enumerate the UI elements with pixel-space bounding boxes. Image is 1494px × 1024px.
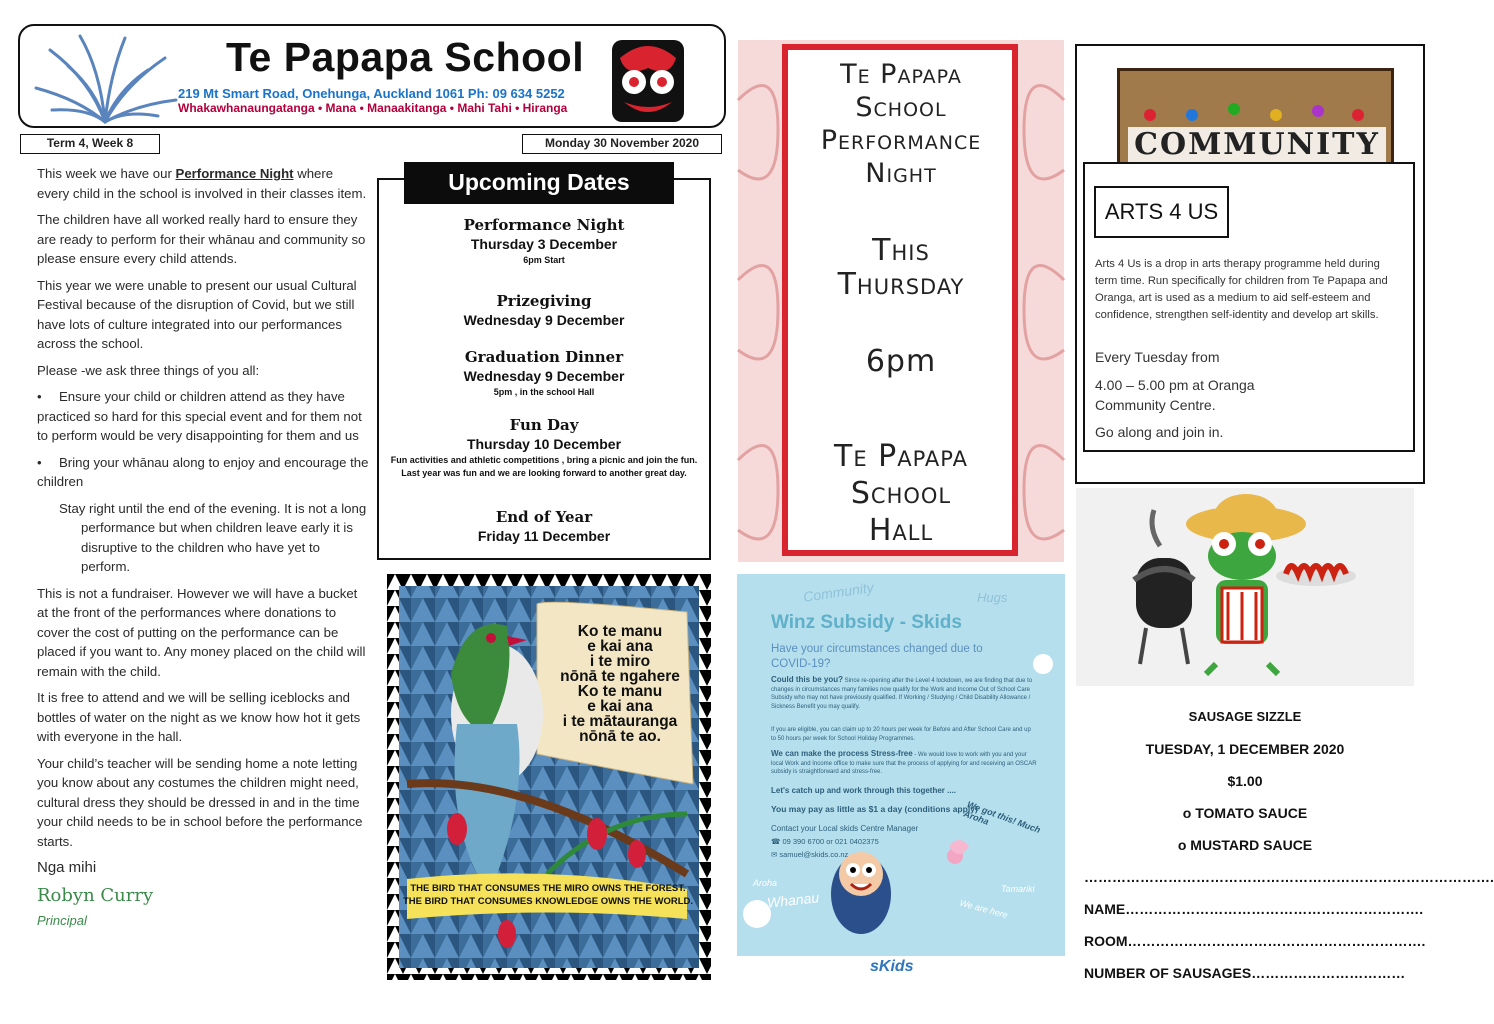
letter-paragraph: Your child’s teacher will be sending home a note letting you know about any costumes the children might need, cultural dress they should be dressed in and in the time your child needs to be in school before the performance starts. [37,755,363,849]
skids-price-note: You may pay as little as $1 a day (conditions apply) [771,804,978,814]
skids-word-tamariki: Tamariki [1001,884,1035,894]
skids-word-hugs: Hugs [977,590,1008,605]
letter-bullet: Stay right until the end of the evening. It is not a long performance but when children leave early it is disruptive to the children who have yet to perform. [59,500,367,574]
whakatauki-line: i te mātauranga [562,713,678,730]
poster-where-line: Hall [868,513,934,548]
event-prizegiving [380,292,708,328]
poster-title-line: Te Papapa [840,59,962,90]
skids-word-we-are-here: We are here [958,897,1009,921]
performance-night-link: Performance Night [175,166,294,181]
letter-bullet [37,453,369,492]
whakatauki-line: e kai ana [587,638,653,655]
whakatauki-line: nōnā te ngahere [560,668,680,685]
frog-bbq-icon [1076,488,1414,686]
maori-emblem-icon [610,38,686,124]
skids-text: We would love to work with you and your local Work and Income office to make sure that the process of applying for and receiving an OSCAR subsidy is straightforward and stress-free. [771,752,1037,775]
skids-flyer [737,574,1065,956]
skids-we-got-this: We got this! Much Aroha [962,799,1042,836]
bullet-icon: • [37,389,42,404]
mustard-sauce-option[interactable]: o MUSTARD SAUCE [1177,837,1313,853]
skids-phone-number: 09 390 6700 or 021 0402375 [782,837,879,846]
event-date: Wednesday 9 December [463,312,625,328]
arts-4-us-label: ARTS 4 US [1094,186,1229,238]
skids-heading: Could this be you? [771,675,843,684]
letter-text: where every child in the school is involved in their classes item. [37,166,367,201]
letter-paragraph: It is free to attend and we will be selling iceblocks and bottles of water on the night as we know how hot it gets with everyone in the hall. [37,690,361,744]
whakatauki-line: Ko te manu [577,683,663,700]
skids-heading: We can make the process Stress-free [771,749,913,758]
event-date: Thursday 10 December [466,436,622,452]
principal-signature: Robyn Curry [37,884,154,906]
arts-4-us-invite: Go along and join in. [1095,424,1224,440]
principal-letter [37,164,369,931]
issue-date-label: Monday 30 November 2020 [522,134,722,154]
whakatauki-line: e kai ana [587,698,653,715]
skids-text: Since re-opening after the Level 4 lockdown, we are finding that due to changes in circumstances many families now qualify for the Work and Income Out of School Care Subsidy who may not have previously qualified. If Working / Studying / Child Disability Allowance / Sickness Benefit you may qualify. [771,678,1033,710]
letter-paragraph: The children have all worked really hard to ensure they are ready to perform for their whānau and community so please ensure every child attends. [37,212,366,266]
poster-title-line: Performance [820,125,982,156]
flax-logo-icon [30,30,180,126]
whakatauki-line: nōnā te ao. [579,728,661,745]
skids-phone [771,837,879,846]
whakatauki-line: Ko te manu [577,623,663,640]
poster-when-line: Thursday [837,267,965,302]
event-performance-night [380,216,708,267]
email-icon: ✉ [771,850,780,859]
sausage-sizzle-date: TUESDAY, 1 DECEMBER 2020 [1145,741,1345,757]
frog-bbq-illustration [1076,488,1414,686]
community-word: COMMUNITY [1128,127,1386,162]
skids-email-address: samuel@skids.co.nz [779,850,849,859]
room-field[interactable]: ROOM………………………………………………………. [1084,933,1426,949]
term-week-label: Term 4, Week 8 [20,134,160,154]
letter-paragraph: This year we were unable to present our usual Cultural Festival because of the disruption of Covid, but we still have lots of culture integrated into our performances across the school. [37,277,357,351]
arts-4-us-venue: Community Centre. [1095,397,1216,413]
event-fun-day [380,416,708,480]
event-name: Prizegiving [496,292,592,310]
whakatauki-line: i te miro [589,653,651,670]
letter-greeting: Nga mihi [37,859,97,876]
poster-where-line: School [850,476,952,511]
letter-paragraph: This is not a fundraiser. However we will have a bucket at the front of the performances where donations to cover the cost of putting on the performance can be placed if you want to. Any money placed on the child will remain with the child. [37,585,366,679]
event-note: 6pm Start [523,255,565,265]
kereru-english-translation: THE BIRD THAT CONSUMES THE MIRO OWNS THE FOREST. THE BIRD THAT CONSUMES KNOWLEDGE OWNS THE WORLD. [402,883,694,907]
phone-icon: ☎ [771,837,783,846]
name-field[interactable]: NAME………………………………………………………. [1084,901,1424,917]
event-name: Fun Day [509,416,579,434]
skids-word-aroha: Aroha [753,878,778,888]
skids-contact: Contact your Local skids Centre Manager [771,824,919,833]
event-name: Performance Night [463,216,625,234]
bullet-text: Bring your whānau along to enjoy and encourage the children [37,454,369,489]
event-graduation-dinner [380,348,708,399]
event-name: Graduation Dinner [464,348,624,366]
arts-4-us-time: 4.00 – 5.00 pm at Oranga [1095,377,1255,393]
school-values: Whakawhanaungatanga • Mana • Manaakitanga • Mahi Tahi • Hiranga [178,101,568,115]
poster-when [788,234,1014,302]
event-note: Fun activities and athletic competitions , bring a picnic and join the fun. Last year was fun and we are looking forward to another great day. [390,455,698,478]
letter-paragraph [37,164,369,203]
letter-paragraph: Please -we ask three things of you all: [37,362,260,378]
sausage-sizzle-title: SAUSAGE SIZZLE [1188,709,1302,724]
skids-logo: sKids [870,958,914,975]
letter-bullet [37,387,369,446]
upcoming-dates-title: Upcoming Dates [404,162,674,204]
kereru-whakatauki [540,624,700,744]
skids-word-community: Community [802,579,875,605]
poster-title-line: Night [865,158,937,189]
letter-text: This week we have our [37,166,176,181]
school-address: 219 Mt Smart Road, Onehunga, Auckland 1061 Ph: 09 634 5252 [178,86,565,101]
blank-form-line[interactable]: ……………………………………………………………………………. [1084,869,1494,885]
principal-role: Principal [37,913,87,928]
poster-title [788,58,1014,190]
poster-where-line: Te Papapa [834,439,968,474]
event-date: Thursday 3 December [470,236,618,252]
tomato-sauce-option[interactable]: o TOMATO SAUCE [1182,805,1308,821]
arts-4-us-description: Arts 4 Us is a drop in arts therapy programme held during term time. Run specifically for children from Te Papapa and Oranga, art is used as a medium to aid self-esteem and confidence, strengthen self-identity and develop art skills. [1095,258,1388,321]
event-note: 5pm , in the school Hall [493,387,595,397]
event-name: End of Year [495,508,593,526]
skids-paragraph-3: We can make the process Stress-free - We would love to work with you and your local Work and Income office to make sure that the process of applying for and receiving an OSCAR subsidy is straightforward and stress-free. [771,749,1037,775]
event-date: Wednesday 9 December [463,368,625,384]
poster-time: 6pm [865,344,937,379]
school-name: Te Papapa School [226,34,585,80]
bullet-icon: • [37,454,42,470]
sausage-sizzle-price: $1.00 [1227,773,1263,789]
skids-word-whanau: Whanau [766,889,820,911]
poster-where [788,438,1014,549]
skids-catch-up: Let's catch up and work through this together .... [771,786,957,795]
skids-subtitle: Have your circumstances changed due to COVID-19? [771,643,983,670]
arts-4-us-day: Every Tuesday from [1095,349,1220,365]
skids-paragraph-1 [771,676,1037,711]
skids-paragraph-2: If you are eligible, you can claim up to 20 hours per week for Before and After School Care and up to 50 hours per week for School Holiday Programmes. [771,727,1031,742]
skids-email [771,850,848,859]
number-of-sausages-field[interactable]: NUMBER OF SAUSAGES…………………………… [1084,965,1406,981]
skids-title: Winz Subsidy - Skids [771,612,962,633]
poster-when-line: This [872,233,930,268]
bullet-text: Ensure your child or children attend as they have practiced so hard for this special event and for them not to perform would be very disappointing for them and us [37,389,362,443]
event-end-of-year [380,508,708,544]
poster-title-line: School [855,92,947,123]
event-date: Friday 11 December [477,528,611,544]
